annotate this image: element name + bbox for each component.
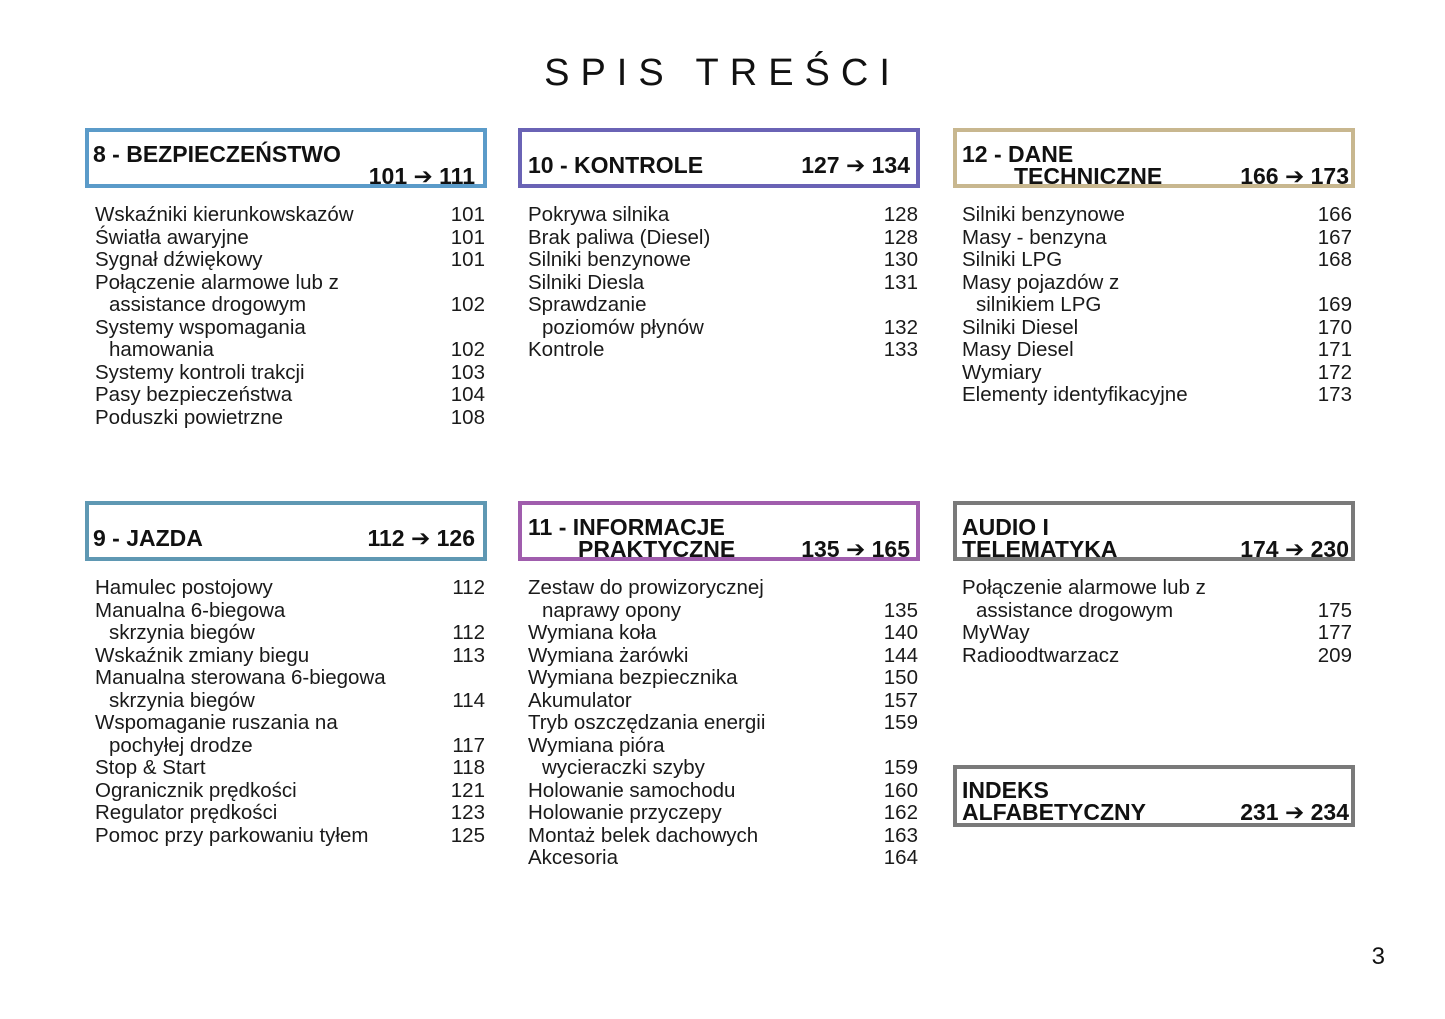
toc-entry-page: 177 <box>1317 621 1352 644</box>
toc-entry[interactable] <box>95 622 485 645</box>
toc-entry[interactable] <box>528 825 918 848</box>
toc-entry[interactable] <box>962 339 1352 362</box>
toc-entry-page: 167 <box>1317 225 1352 249</box>
toc-entry-label: Radioodtwarzacz <box>962 643 1120 667</box>
toc-entry-page: 114 <box>452 688 485 712</box>
toc-entry[interactable] <box>528 735 918 758</box>
section-title: 12 - DANE <box>962 141 1074 167</box>
toc-entry[interactable] <box>528 227 918 250</box>
toc-entry-label: Masy Diesel <box>962 338 1074 361</box>
toc-entry-page: 125 <box>450 823 485 847</box>
toc-entry-page: 171 <box>1317 338 1352 361</box>
toc-list-audio-telematyka <box>962 577 1352 667</box>
section-title: 10 - KONTROLE <box>528 152 704 178</box>
toc-entry-page: 117 <box>452 733 485 757</box>
toc-entry[interactable] <box>95 645 485 668</box>
section-page-range: 112 ➔ 126 <box>367 525 475 551</box>
toc-entry-label: Wymiana koła <box>528 621 657 644</box>
toc-entry[interactable] <box>528 577 918 600</box>
toc-entry-page: 135 <box>883 598 918 622</box>
toc-list-bezpieczenstwo <box>95 204 485 429</box>
toc-entry[interactable] <box>962 645 1352 668</box>
section-page-range: 101 ➔ 111 <box>368 163 475 189</box>
toc-entry-label: Silniki LPG <box>962 248 1063 271</box>
toc-entry[interactable] <box>95 802 485 825</box>
section-title: INDEKS <box>962 777 1049 803</box>
toc-entry[interactable] <box>962 294 1352 317</box>
toc-entry[interactable] <box>528 272 918 295</box>
toc-entry[interactable] <box>962 384 1352 407</box>
toc-entry[interactable] <box>962 362 1352 385</box>
toc-entry-page: 162 <box>883 801 918 824</box>
toc-entry-page: 121 <box>450 778 485 802</box>
toc-entry-label: Silniki Diesla <box>528 270 645 294</box>
toc-entry-label: Poduszki powietrzne <box>95 405 284 429</box>
section-header-kontrole[interactable] <box>518 128 920 188</box>
toc-entry-label: Pokrywa silnika <box>528 203 670 226</box>
toc-entry-page: 168 <box>1317 248 1352 271</box>
toc-entry-label: Silniki benzynowe <box>962 203 1125 226</box>
toc-entry-page: 112 <box>452 576 485 599</box>
toc-entry[interactable] <box>528 802 918 825</box>
toc-entry-label: Ogranicznik prędkości <box>95 778 297 802</box>
toc-entry-page: 160 <box>883 778 918 802</box>
toc-entry[interactable] <box>95 272 485 295</box>
toc-entry-label: hamowania <box>109 338 214 361</box>
toc-entry-label: Masy - benzyna <box>962 225 1107 249</box>
toc-entry-label: Brak paliwa (Diesel) <box>528 225 711 249</box>
section-title-line2: TELEMATYKA <box>962 536 1118 562</box>
toc-entry-label: Wymiana żarówki <box>528 643 689 667</box>
toc-entry-label: Wymiary <box>962 360 1042 384</box>
toc-entry-label: naprawy opony <box>542 598 682 622</box>
section-title-line2: ALFABETYCZNY <box>962 799 1146 825</box>
toc-entry-label: wycieraczki szyby <box>542 756 705 779</box>
toc-entry-page: 118 <box>452 756 485 779</box>
toc-entry[interactable] <box>95 690 485 713</box>
toc-entry-label: Regulator prędkości <box>95 801 278 824</box>
toc-entry[interactable] <box>528 690 918 713</box>
section-page-range: 231 ➔ 234 <box>1240 799 1349 825</box>
toc-entry[interactable] <box>962 227 1352 250</box>
toc-entry-page: 130 <box>883 248 918 271</box>
toc-entry[interactable] <box>962 577 1352 600</box>
toc-entry-page: 175 <box>1317 598 1352 622</box>
toc-entry-label: assistance drogowym <box>109 293 307 316</box>
section-header-indeks-alfabetyczny[interactable] <box>953 765 1355 827</box>
toc-entry-label: Pomoc przy parkowaniu tyłem <box>95 823 369 847</box>
toc-entry-page: 133 <box>883 338 918 361</box>
toc-entry-label: Połączenie alarmowe lub z <box>962 576 1206 599</box>
toc-entry-page: 150 <box>883 666 918 689</box>
toc-entry-label: Stop & Start <box>95 756 206 779</box>
toc-list-dane-techniczne <box>962 204 1352 407</box>
page-title: SPIS TREŚCI <box>544 52 901 94</box>
page-number: 3 <box>1371 943 1385 970</box>
toc-entry-page: 102 <box>450 338 485 361</box>
toc-entry-page: 101 <box>450 248 485 271</box>
toc-entry-page: 164 <box>883 846 918 869</box>
toc-entry-label: Silniki benzynowe <box>528 248 691 271</box>
toc-entry[interactable] <box>95 757 485 780</box>
toc-entry-label: Wskaźniki kierunkowskazów <box>95 203 354 226</box>
toc-entry-page: 169 <box>1317 293 1352 316</box>
toc-entry-label: assistance drogowym <box>976 598 1174 622</box>
toc-entry[interactable] <box>95 667 485 690</box>
toc-entry-page: 166 <box>1317 203 1352 226</box>
toc-entry[interactable] <box>962 272 1352 295</box>
section-title-line2: PRAKTYCZNE <box>578 536 736 562</box>
section-header-audio-telematyka[interactable] <box>953 501 1355 561</box>
toc-entry[interactable] <box>95 204 485 227</box>
toc-entry-page: 131 <box>883 270 918 294</box>
toc-entry[interactable] <box>962 600 1352 623</box>
section-title: 8 - BEZPIECZEŃSTWO <box>93 141 341 167</box>
toc-entry-label: skrzynia biegów <box>109 688 255 712</box>
toc-entry-page: 163 <box>883 823 918 847</box>
toc-entry[interactable] <box>95 339 485 362</box>
toc-entry-label: Sprawdzanie <box>528 293 647 316</box>
toc-entry[interactable] <box>962 317 1352 340</box>
toc-entry-label: Sygnał dźwiękowy <box>95 248 263 271</box>
toc-entry-label: poziomów płynów <box>542 315 704 339</box>
toc-entry[interactable] <box>528 317 918 340</box>
section-page-range: 127 ➔ 134 <box>801 152 910 178</box>
toc-entry-page: 157 <box>883 688 918 712</box>
toc-entry[interactable] <box>95 249 485 272</box>
toc-entry-page: 170 <box>1317 315 1352 339</box>
toc-entry[interactable] <box>962 622 1352 645</box>
toc-entry-label: Holowanie przyczepy <box>528 801 722 824</box>
toc-entry[interactable] <box>528 249 918 272</box>
toc-entry-page: 128 <box>883 203 918 226</box>
toc-entry-page: 103 <box>450 360 485 384</box>
toc-entry-label: Wskaźnik zmiany biegu <box>95 643 310 667</box>
toc-entry-label: silnikiem LPG <box>976 293 1102 316</box>
toc-list-jazda <box>95 577 485 847</box>
toc-entry[interactable] <box>95 227 485 250</box>
toc-entry[interactable] <box>95 735 485 758</box>
toc-entry[interactable] <box>95 577 485 600</box>
toc-entry-label: Manualna 6-biegowa <box>95 598 286 622</box>
toc-entry[interactable] <box>95 317 485 340</box>
toc-entry[interactable] <box>95 712 485 735</box>
toc-entry-label: Wymiana pióra <box>528 733 665 757</box>
toc-entry-label: Wymiana bezpiecznika <box>528 666 738 689</box>
section-title: AUDIO I <box>962 514 1049 540</box>
toc-entry-page: 104 <box>450 383 485 406</box>
toc-entry-label: Silniki Diesel <box>962 315 1079 339</box>
toc-entry-label: Manualna sterowana 6-biegowa <box>95 666 386 689</box>
toc-entry[interactable] <box>528 339 918 362</box>
toc-entry-page: 128 <box>883 225 918 249</box>
section-title-line2: TECHNICZNE <box>1014 163 1163 189</box>
toc-entry-page: 101 <box>450 203 485 226</box>
section-page-range: 174 ➔ 230 <box>1240 536 1349 562</box>
toc-entry[interactable] <box>528 757 918 780</box>
toc-entry-label: Akumulator <box>528 688 632 712</box>
toc-entry-page: 102 <box>450 293 485 316</box>
section-page-range: 166 ➔ 173 <box>1240 163 1349 189</box>
toc-entry[interactable] <box>528 294 918 317</box>
toc-entry-label: Połączenie alarmowe lub z <box>95 270 339 294</box>
toc-entry[interactable] <box>95 407 485 430</box>
toc-entry-label: Systemy wspomagania <box>95 315 306 339</box>
toc-entry[interactable] <box>95 780 485 803</box>
toc-entry[interactable] <box>528 712 918 735</box>
toc-entry-label: Elementy identyfikacyjne <box>962 383 1188 406</box>
toc-list-kontrole <box>528 204 918 362</box>
toc-entry[interactable] <box>528 780 918 803</box>
toc-entry-page: 209 <box>1317 643 1352 667</box>
toc-entry-page: 159 <box>883 711 918 734</box>
section-title: 9 - JAZDA <box>93 525 203 551</box>
section-header-informacje-praktyczne[interactable] <box>518 501 920 561</box>
toc-entry[interactable] <box>528 204 918 227</box>
toc-entry-page: 144 <box>883 643 918 667</box>
toc-entry-label: Hamulec postojowy <box>95 576 273 599</box>
toc-entry[interactable] <box>962 249 1352 272</box>
toc-entry-label: Kontrole <box>528 338 605 361</box>
toc-entry-label: skrzynia biegów <box>109 621 255 644</box>
section-page-range: 135 ➔ 165 <box>801 536 910 562</box>
toc-entry[interactable] <box>95 362 485 385</box>
toc-entry-page: 108 <box>450 405 485 429</box>
toc-entry[interactable] <box>528 622 918 645</box>
toc-entry-label: Pasy bezpieczeństwa <box>95 383 293 406</box>
toc-entry-page: 101 <box>450 225 485 249</box>
toc-entry-label: MyWay <box>962 621 1030 644</box>
toc-entry-page: 159 <box>883 756 918 779</box>
section-header-bezpieczenstwo[interactable] <box>85 128 487 188</box>
toc-entry-label: Tryb oszczędzania energii <box>528 711 766 734</box>
toc-entry-label: Systemy kontroli trakcji <box>95 360 305 384</box>
toc-entry-label: Holowanie samochodu <box>528 778 736 802</box>
toc-entry-label: Zestaw do prowizorycznej <box>528 576 764 599</box>
toc-entry[interactable] <box>528 667 918 690</box>
toc-entry[interactable] <box>95 825 485 848</box>
toc-entry[interactable] <box>528 600 918 623</box>
toc-entry[interactable] <box>528 645 918 668</box>
toc-entry-label: Akcesoria <box>528 846 619 869</box>
toc-entry-label: Wspomaganie ruszania na <box>95 711 338 734</box>
toc-entry-label: Montaż belek dachowych <box>528 823 759 847</box>
toc-entry-label: Światła awaryjne <box>95 225 249 249</box>
toc-entry-label: Masy pojazdów z <box>962 270 1120 294</box>
toc-list-informacje-praktyczne <box>528 577 918 870</box>
section-header-dane-techniczne[interactable] <box>953 128 1355 188</box>
toc-entry-page: 140 <box>883 621 918 644</box>
toc-entry-page: 172 <box>1317 360 1352 384</box>
toc-entry-page: 112 <box>452 621 485 644</box>
toc-entry[interactable] <box>95 384 485 407</box>
toc-entry-label: pochyłej drodze <box>109 733 253 757</box>
toc-entry[interactable] <box>95 294 485 317</box>
toc-entry[interactable] <box>528 847 918 870</box>
toc-entry-page: 113 <box>452 643 485 667</box>
toc-entry-page: 132 <box>883 315 918 339</box>
section-title: 11 - INFORMACJE <box>528 514 725 540</box>
toc-entry[interactable] <box>962 204 1352 227</box>
toc-entry-page: 123 <box>450 801 485 824</box>
toc-entry-page: 173 <box>1317 383 1352 406</box>
toc-entry[interactable] <box>95 600 485 623</box>
section-header-jazda[interactable] <box>85 501 487 561</box>
